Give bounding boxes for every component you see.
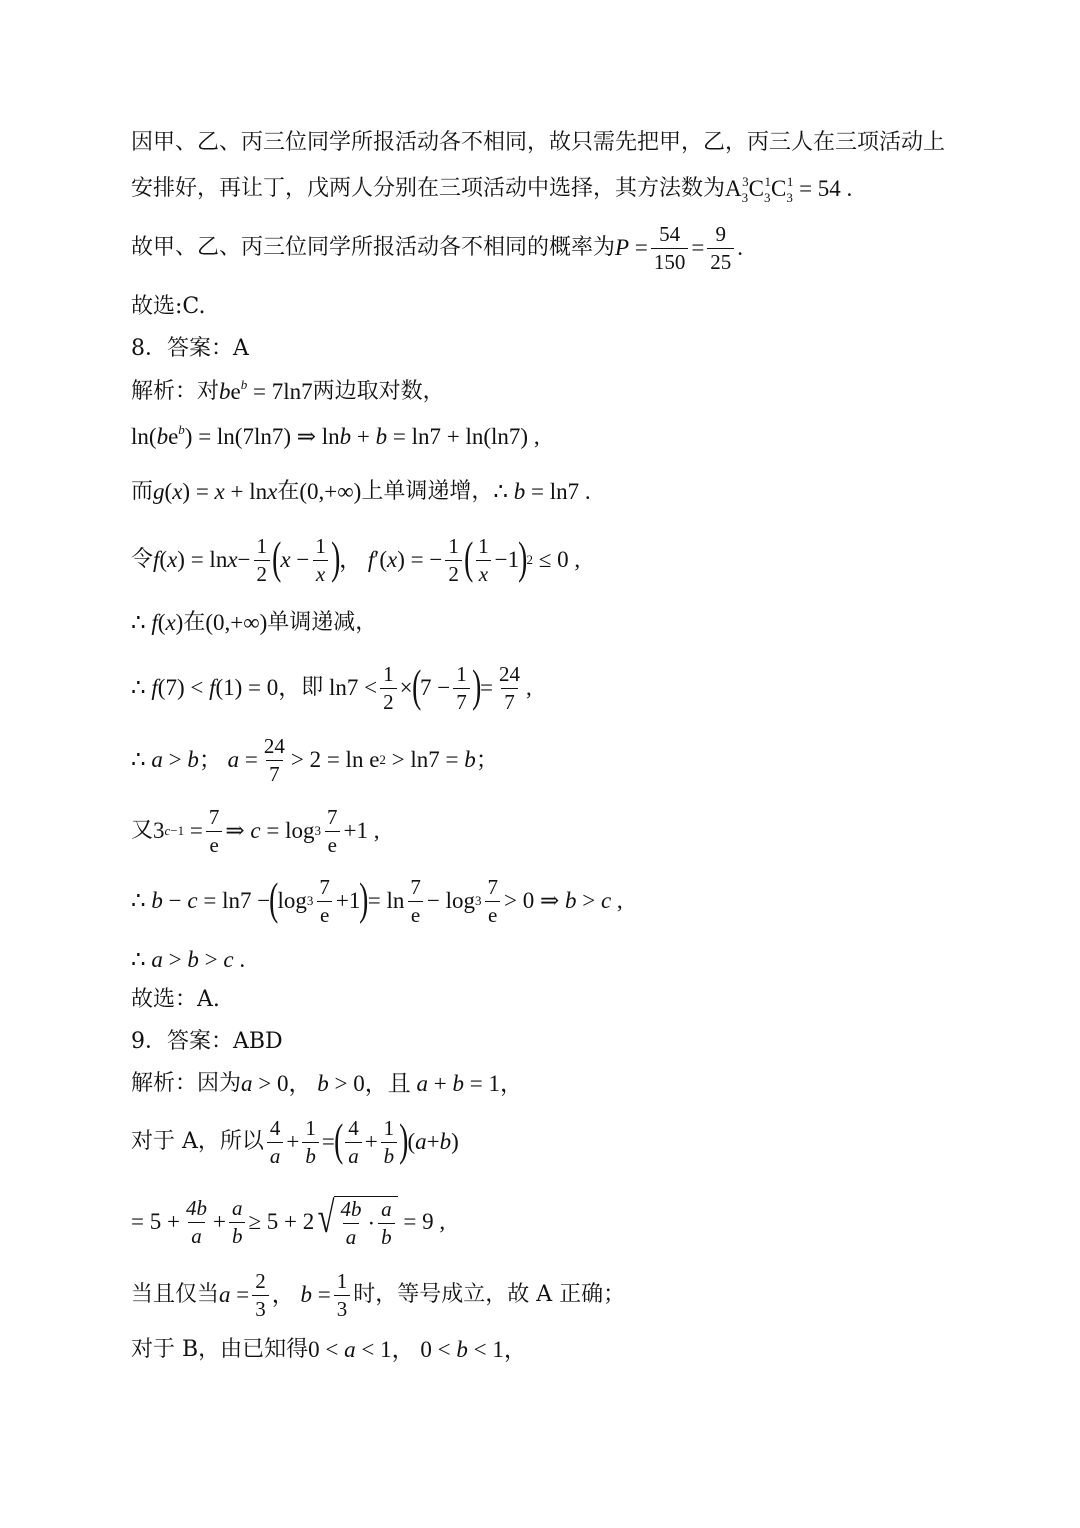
text-line (131, 292, 205, 322)
math-expression: P = $\frac{54}{150}$ = $\frac{9}{25}$ . (615, 221, 744, 274)
paragraph-text: 两边取对数， (312, 379, 445, 404)
math-expression: $A_3^3C_3^1C_3^1 = 54$ . (725, 174, 853, 205)
math-line (131, 1267, 625, 1323)
text-line (131, 985, 220, 1015)
math-expression: $be^b = 7\ln 7$ (219, 377, 313, 404)
text-line (131, 220, 743, 276)
text-line (131, 174, 852, 204)
paragraph-text: 对于 B，由已知得 (131, 1337, 309, 1362)
math-expression: f ( x ) = ln x − $\frac{1}{2}$ ( x − $\frac{1}{x}$ ) ， f ′( x ) = − $\frac{1}{2}$ ( $\frac{1}{x}$ −1 ) 2 ≤ 0 , (153, 532, 581, 586)
math-expression: 0 < a < 1， 0 < b < 1， (308, 1337, 527, 1362)
paragraph-text: 令 (131, 547, 154, 572)
paragraph-text: 故选：A. (131, 987, 220, 1012)
paragraph-text: 当且仅当 (131, 1282, 220, 1307)
text-line (131, 1069, 523, 1099)
math-expression: ln7 < $\frac{1}{2}$ × ( 7 − $\frac{1}{7}$ ) = $\frac{24}{7}$ , (323, 660, 532, 714)
math-line (131, 422, 540, 452)
answer-heading (131, 334, 249, 364)
math-line (131, 532, 580, 588)
math-expression: $\ln(be^b) = \ln(7\ln 7)$ ⇒ lnb + b = ln7 + ln(ln7) , (131, 422, 540, 449)
text-line (131, 477, 591, 507)
math-line (131, 1114, 459, 1170)
paragraph-text: 单调递减， (267, 610, 378, 635)
math-line (131, 803, 379, 859)
math-line (131, 945, 245, 975)
paragraph-text: 安排好，再让丁，戊两人分别在三项活动中选择，其方法数为 (131, 176, 726, 201)
paragraph-text: 因甲、乙、丙三位同学所报活动各不相同，故只需先把甲，乙，丙三人在三项活动上 (131, 130, 946, 155)
paragraph-text: 对于 A，所以 (131, 1129, 264, 1154)
math-expression: ∴ a > b ； a = $\frac{24}{7}$ > 2 = ln e 2 > ln7 = b ； (131, 733, 499, 786)
math-expression: ∴ b = ln7 . (493, 479, 591, 504)
paragraph-text: 时，等号成立，故 A 正确； (353, 1282, 626, 1307)
math-expression: (0,+∞) (205, 610, 268, 635)
paragraph-text: 解析：对 (131, 379, 220, 404)
text-line (131, 128, 945, 158)
math-line (131, 732, 499, 788)
answer-text: 9．答案：ABD (131, 1029, 283, 1054)
paragraph-text: 在 (183, 610, 206, 635)
paragraph-text: 解析：因为 (131, 1071, 242, 1096)
math-expression: $\frac{4}{a}$ + $\frac{1}{b}$ = ( $\frac{4}{a}$ + $\frac{1}{b}$ ) ( a + b ) (264, 1118, 459, 1167)
math-expression: ∴ a > b > c . (131, 947, 246, 972)
paragraph-text: 故选:C. (131, 294, 206, 319)
text-line (131, 608, 377, 638)
math-line (131, 660, 532, 716)
math-expression: (0,+∞) (299, 479, 362, 504)
math-expression: ∴ f(7) < f(1) = 0， (131, 675, 302, 700)
answer-text: 8．答案：A (131, 336, 249, 361)
math-expression: a = $\frac{2}{3}$ ， b = $\frac{1}{3}$ (219, 1271, 353, 1320)
answer-heading (131, 1027, 283, 1057)
paragraph-text: 上单调递增， (361, 479, 494, 504)
paragraph-text: 在 (277, 479, 300, 504)
math-expression: = 5 + $\frac{4b}{a}$ + $\frac{a}{b}$ ≥ 5 + 2 √ $\frac{4b}{a}$ · $\frac{a}{b}$ = 9 , (131, 1193, 446, 1249)
math-expression: ∴ f(x) (131, 610, 184, 635)
paragraph-text: 又 (131, 818, 154, 843)
math-line (131, 873, 623, 929)
math-expression: a > 0， b > 0，且 a + b = 1， (241, 1071, 523, 1096)
text-line (131, 1335, 527, 1365)
paragraph-text: 故甲、乙、丙三位同学所报活动各不相同的概率为 (131, 235, 616, 260)
math-expression: g(x) = x + lnx (153, 479, 278, 504)
math-line (131, 1194, 445, 1250)
paragraph-text: 而 (131, 479, 154, 504)
math-expression: 3 c−1 = $\frac{7}{e}$ ⇒ c = log 3 $\frac{7}{e}$ +1 , (153, 804, 380, 857)
math-expression: ∴ b − c = ln7 − ( log 3 $\frac{7}{e}$ +1 ) = ln $\frac{7}{e}$ − log 3 $\frac{7}{e}$ > 0 ⇒ b > c , (131, 873, 623, 927)
text-line (131, 377, 445, 407)
paragraph-text: 即 (301, 675, 324, 700)
